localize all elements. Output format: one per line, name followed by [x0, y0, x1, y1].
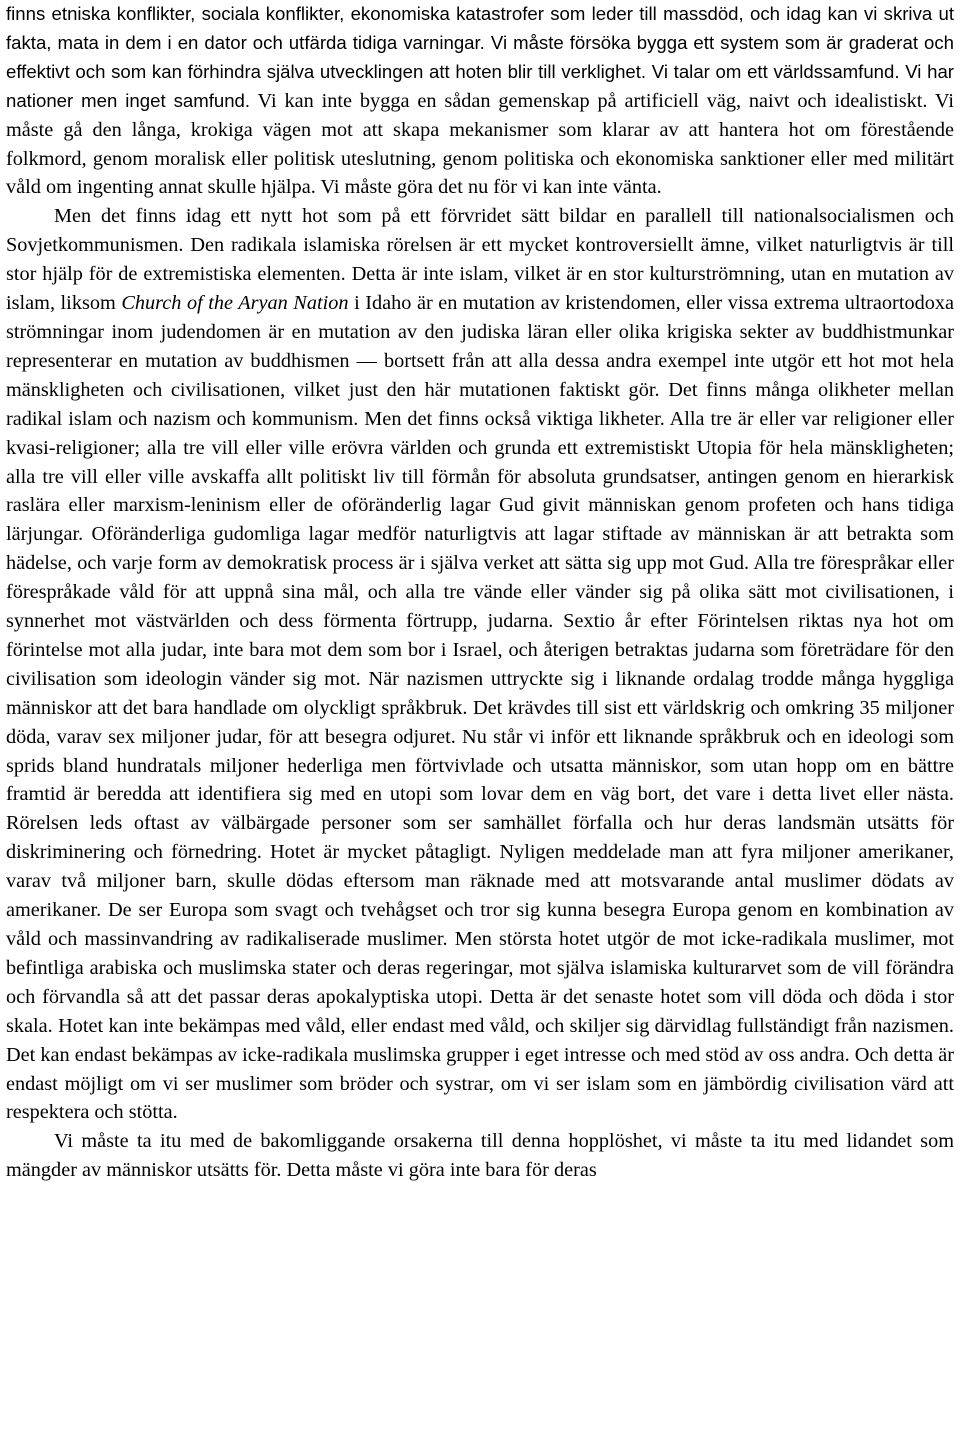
- paragraph-1: [6, 0, 954, 202]
- paragraph-1-text: Vi kan inte bygga en sådan gemenskap på artificiell väg, naivt och idealistiskt. Vi måste gå den långa, krokiga vägen mot att skapa mekanismer som klarar av att hantera hot om förestående folkmord, genom moralisk eller politisk uteslutning, genom politiska och ekonomiska sanktioner eller med militärt våld om ingenting annat skulle hjälpa. Vi måste göra det nu för vi kan inte vänta.: [6, 89, 954, 199]
- paragraph-1-sans-text: finns etniska konflikter, sociala konflikter, ekonomiska katastrofer som leder till massdöd, och idag kan vi skriva ut fakta, mata in dem i en dator och utfärda tidiga varningar. Vi måste försöka bygga ett system som är graderat och effektivt och som kan förhindra själva utvecklingen att hoten blir till verklighet. Vi talar om ett världssamfund. Vi har nationer men inget samfund.: [6, 3, 954, 111]
- paragraph-2-text-end: i Idaho är en mutation av kristendomen, eller vissa extrema ultraortodoxa strömningar inom judendomen är en mutation av den judiska läran eller olika krigiska sekter av buddhistmunkar representerar en mutation av buddhismen — bortsett från att alla dessa andra exempel inte utgör ett hot mot hela mänskligheten och civilisationen, vilket just den här mutationen faktiskt gör. Det finns många olikheter mellan radikal islam och nazism och kommunism. Men det finns också viktiga likheter. Alla tre är eller var religioner eller kvasi-religioner; alla tre vill eller ville erövra världen och grunda ett extremistiskt Utopia för hela mänskligheten; alla tre vill eller ville avskaffa allt politiskt liv till förmån för absoluta grundsatser, antingen genom en hierarkisk raslära eller marxism-leninism eller de oföränderlig lagar Gud givit människan genom profeten och hans tidiga lärjungar. Oföränderliga gudomliga lagar medför naturligtvis att lagar stiftade av människan är att betrakta som hädelse, och varje form av demokratisk process är i själva verket att sätta sig upp mot Gud. Alla tre förespråkar eller förespråkade våld för att uppnå sina mål, och alla tre vände eller vänder sig på olika sätt mot civilisationen, i synnerhet mot västvärlden och dess förmenta förtrupp, judarna. Sextio år efter Förintelsen riktas nya hot om förintelse mot alla judar, inte bara mot dem som bor i Israel, och återigen betraktas judarna som företrädare för den civilisation som ideologin vänder sig mot. När nazismen uttryckte sig i liknande ordalag trodde många hyggliga människor att det bara handlade om olyckligt språkbruk. Det krävdes till sist ett världskrig och omkring 35 miljoner döda, varav sex miljoner judar, för att besegra odjuret. Nu står vi inför ett liknande språkbruk och en ideologi som sprids bland hundratals miljoner hederliga men förtvivlade och utsatta människor, som utan hopp om en bättre framtid är beredda att identifiera sig med en utopi som lovar dem en väg bort, det vare i detta livet eller nästa. Rörelsen leds oftast av välbärgade personer som ser samhället förfalla och hur deras landsmän utsätts för diskriminering och förnedring. Hotet är mycket påtagligt. Nyligen meddelade man att fyra miljoner amerikaner, varav två miljoner barn, skulle dödas eftersom man räknade med att motsvarande antal muslimer dödats av amerikaner. De ser Europa som svagt och tvehågset och tror sig kunna besegra Europa genom en kombination av våld och massinvandring av radikaliserade muslimer. Men största hotet utgör de mot icke-radikala muslimer, mot befintliga arabiska och muslimska stater och deras regeringar, mot själva islamiska kulturarvet som de vill förändra och förvandla så att det passar deras apokalyptiska utopi. Detta är det senaste hotet som vill döda och döda i stor skala. Hotet kan inte bekämpas med våld, eller endast med våld, och skiljer sig därvidlag fullständigt från nazismen. Det kan endast bekämpas av icke-radikala muslimska grupper i eget intresse och med stöd av oss andra. Och detta är endast möjligt om vi ser muslimer som bröder och systrar, om vi ser islam som en jämbördig civilisation värd att respektera och stötta.: [6, 292, 955, 1124]
- document-page: [6, 0, 954, 1185]
- paragraph-2: [6, 202, 954, 1127]
- paragraph-3: [6, 1127, 954, 1185]
- paragraph-3-text: Vi måste ta itu med de bakomliggande orsakerna till denna hopplöshet, vi måste ta itu med lidandet som mängder av människor utsätts för. Detta måste vi göra inte bara för deras: [6, 1130, 954, 1182]
- paragraph-2-text-start: Men det finns idag ett nytt hot som på ett förvridet sätt bildar en parallell till nationalsocialismen och Sovjetkommunismen. Den radikala islamiska rörelsen är ett mycket kontroversiellt ämne, vilket naturligtvis är till stor hjälp för de extremistiska elementen. Detta är inte islam, vilket är en stor kulturströmning, utan en mutation av islam, liksom: [6, 205, 954, 315]
- paragraph-2-italic-name: Church of the Aryan Nation: [121, 292, 349, 315]
